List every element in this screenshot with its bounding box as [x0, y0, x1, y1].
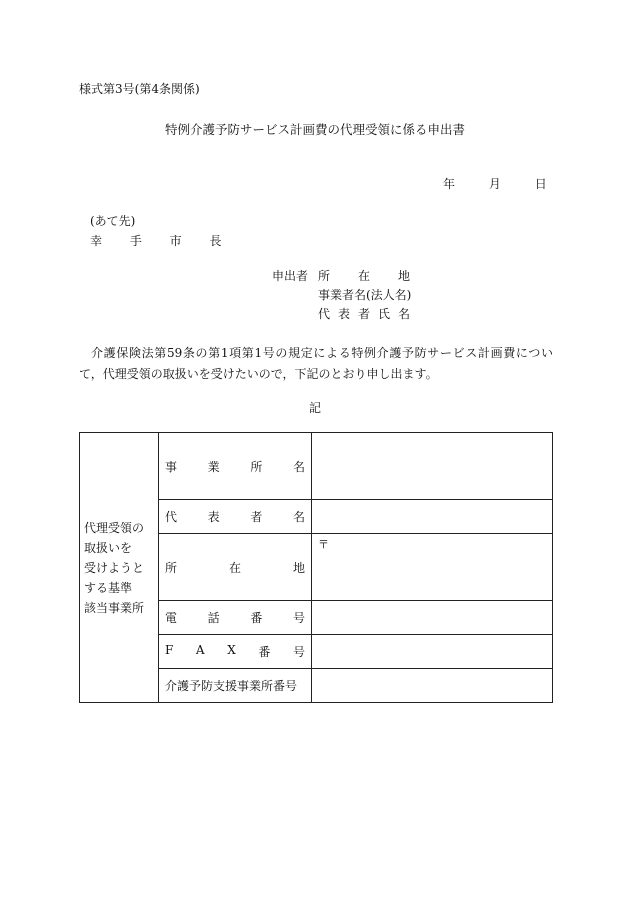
row-header-cell — [80, 433, 159, 703]
body-paragraph: 介護保険法第59条の第1項第1号の規定による特例介護予防サービス計画費について，代理受領の取扱いを受けたいので，下記のとおり申し出ます。 — [79, 346, 553, 381]
applicant-address-label: 所 在 地 — [318, 269, 410, 283]
form-number: 様式第3号(第4条関係) — [79, 82, 200, 96]
date-month: 月 — [488, 177, 501, 191]
date-year: 年 — [443, 177, 456, 191]
addressee-mayor: 幸 手 市 長 — [90, 234, 234, 248]
applicant-business-name-label: 事業者名(法人名) — [318, 288, 412, 302]
label-address: 所 在 地 — [159, 534, 312, 601]
applicant-representative-label: 代 表 者 氏 名 — [318, 307, 410, 321]
document-title: 特例介護予防サービス計画費の代理受領に係る申出書 — [164, 122, 465, 137]
row-header-line: 取扱いを — [84, 540, 133, 555]
addressee-label: (あて先) — [90, 214, 136, 228]
phone-field[interactable] — [312, 601, 553, 635]
support-office-number-field[interactable] — [312, 669, 553, 703]
postal-mark: 〒 — [318, 538, 329, 551]
row-header-line: する基準 — [84, 580, 133, 595]
label-phone: 電 話 番 号 — [159, 601, 312, 635]
address-field[interactable] — [312, 534, 553, 601]
label-fax: F A X 番 号 — [159, 635, 312, 669]
applicant-label: 申出者 — [272, 269, 309, 283]
application-table — [79, 432, 553, 703]
date-day: 日 — [534, 177, 547, 191]
label-business-name: 事 業 所 名 — [159, 433, 312, 500]
label-representative: 代 表 者 名 — [159, 500, 312, 534]
row-header-line: 受けようと — [84, 560, 145, 575]
row-header-line: 代理受領の — [84, 520, 145, 535]
ki-heading: 記 — [308, 401, 321, 415]
representative-field[interactable] — [312, 500, 553, 534]
fax-field[interactable] — [312, 635, 553, 669]
label-support-office-number: 介護予防支援事業所番号 — [159, 669, 312, 703]
row-header-line: 該当事業所 — [84, 600, 145, 615]
table-row — [80, 433, 553, 500]
business-name-field[interactable] — [312, 433, 553, 500]
date-line — [443, 175, 547, 192]
